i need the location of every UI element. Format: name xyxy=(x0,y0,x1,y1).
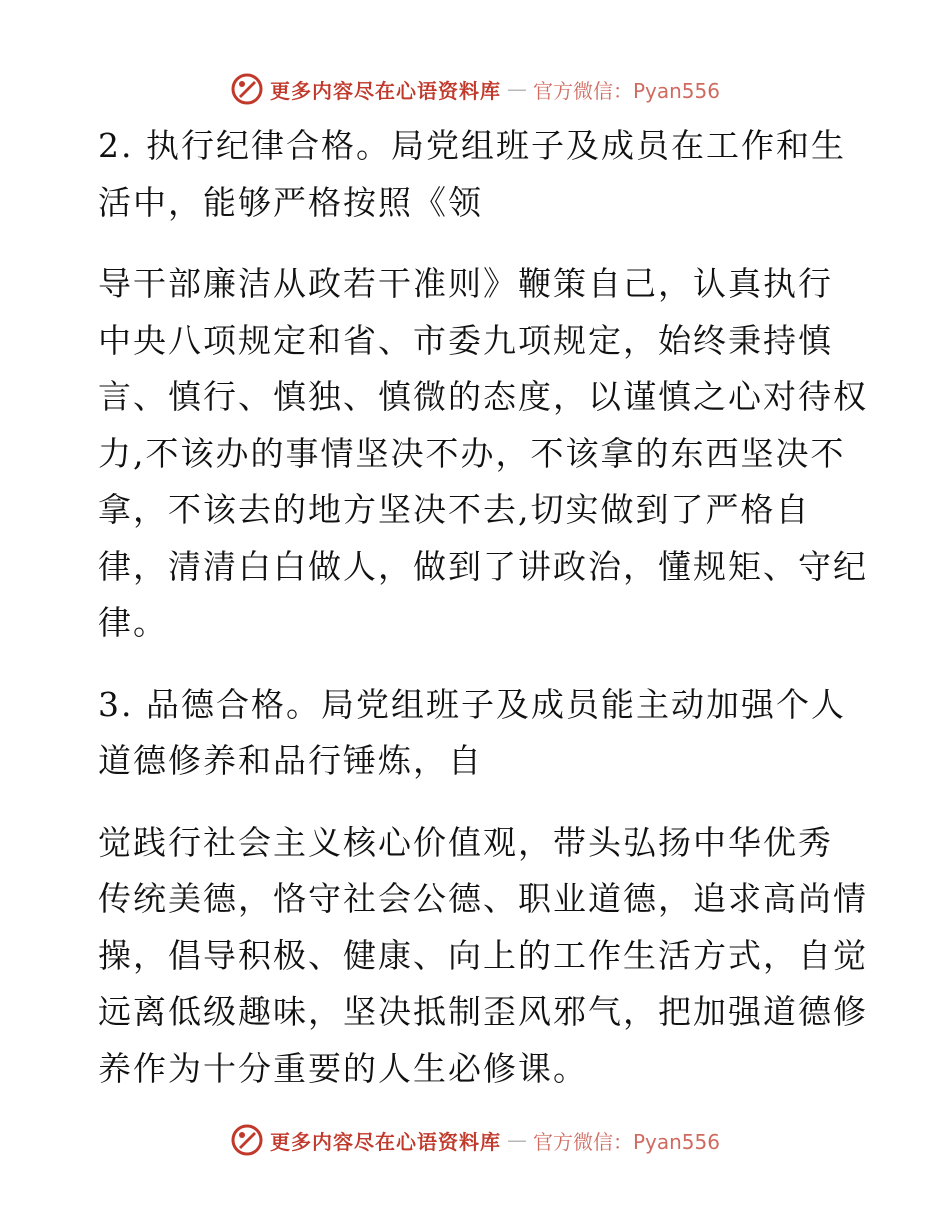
watermark-brand: 更多内容尽在心语资料库 xyxy=(269,1129,501,1154)
text-line: 道德修养和品行锤炼，自 xyxy=(98,741,483,780)
watermark-wechat: 官方微信：Pyan556 xyxy=(532,1129,720,1154)
text-line: 律，清清白白做人，做到了讲政治，懂规矩、守纪 xyxy=(98,546,868,586)
header-watermark xyxy=(0,72,950,106)
text-line: 3. 品德合格。局党组班子及成员能主动加强个人 xyxy=(98,684,846,724)
text-line: 操，倡导积极、健康、向上的工作生活方式，自觉 xyxy=(98,935,868,975)
paragraph-morality xyxy=(98,677,858,790)
watermark-separator: — xyxy=(506,77,527,101)
text-line: 言、慎行、慎独、慎微的态度，以谨慎之心对待权 xyxy=(98,377,868,416)
watermark-logo-icon xyxy=(230,1123,264,1157)
document-body xyxy=(98,118,868,1097)
paragraph-morality-continued xyxy=(98,815,868,1098)
watermark-brand: 更多内容尽在心语资料库 xyxy=(269,78,501,103)
text-line: 远离低级趣味，坚决抵制歪风邪气，把加强道德修 xyxy=(98,992,868,1031)
text-line: 活中，能够严格按照《领 xyxy=(98,182,483,222)
text-line: 导干部廉洁从政若干准则》鞭策自己，认真执行 xyxy=(98,264,833,303)
footer-watermark xyxy=(0,1123,950,1157)
text-line: 律。 xyxy=(98,603,168,642)
paragraph-discipline-continued xyxy=(98,256,868,652)
text-line: 觉践行社会主义核心价值观，带头弘扬中华优秀 xyxy=(98,822,833,862)
watermark-separator: — xyxy=(506,1128,527,1152)
text-line: 传统美德，恪守社会公德、职业道德，追求高尚情 xyxy=(98,879,868,918)
text-line: 养作为十分重要的人生必修课。 xyxy=(98,1048,588,1088)
watermark-wechat: 官方微信：Pyan556 xyxy=(532,78,720,103)
text-line: 力,不该办的事情坚决不办，不该拿的东西坚决不 xyxy=(98,433,846,473)
paragraph-discipline xyxy=(98,118,858,231)
text-line: 中央八项规定和省、市委九项规定，始终秉持慎 xyxy=(98,320,833,360)
text-line: 2. 执行纪律合格。局党组班子及成员在工作和生 xyxy=(98,126,846,165)
watermark-logo-icon xyxy=(230,72,264,106)
text-line: 拿，不该去的地方坚决不去,切实做到了严格自 xyxy=(98,490,811,529)
